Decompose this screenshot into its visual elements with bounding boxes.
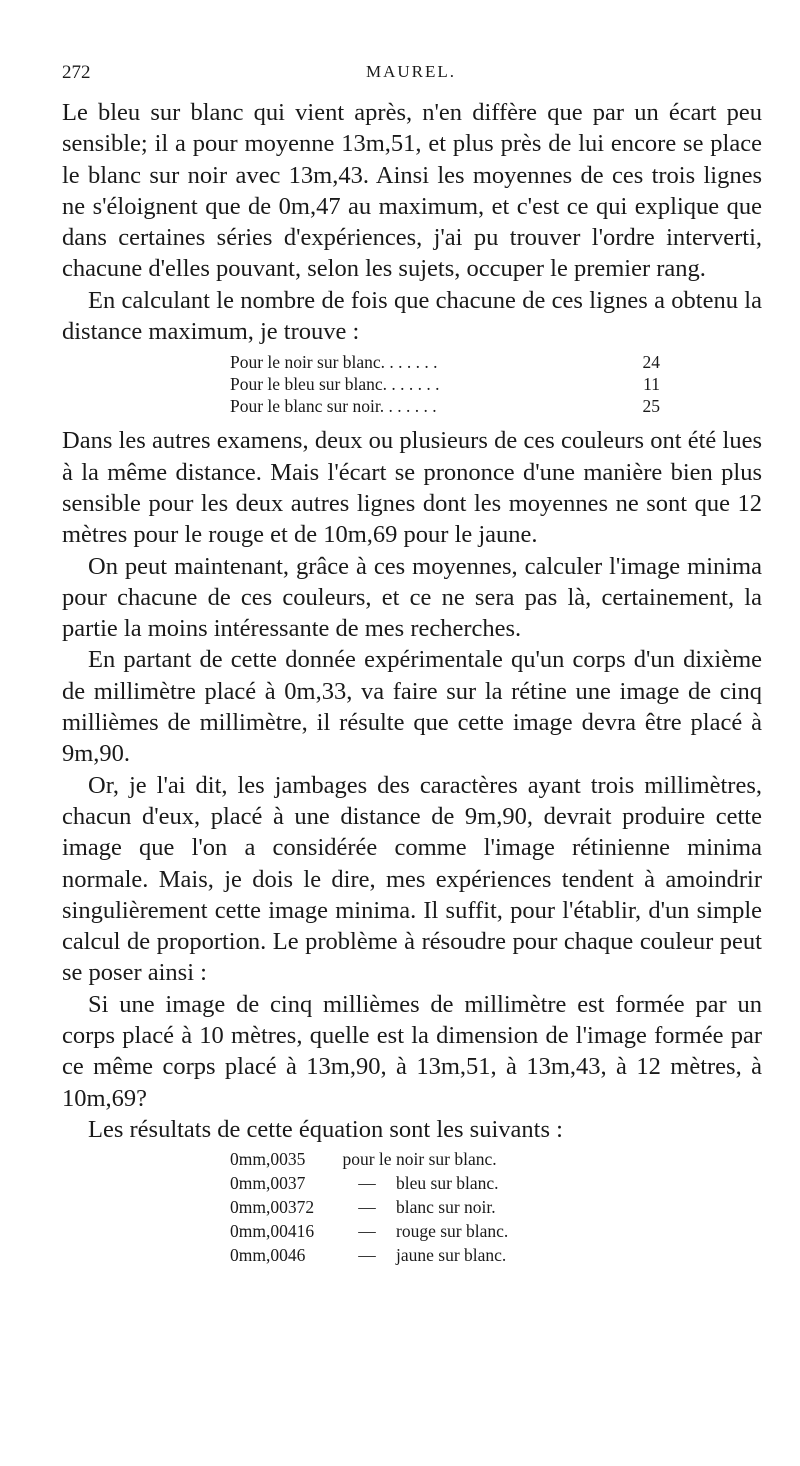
paragraph-7: Si une image de cinq millièmes de millimètre est formée par un corps placé à 10 mètres, quelle est la dimension de l'image formée par ce même corps placé à 13m,90, à 13m,51, à 13m,43, à 12 mètres, à 10m,69? [62,990,762,1112]
list-item-label: Pour le blanc sur noir. . . . . . . [230,396,437,417]
list-item [230,395,660,417]
result-value: 0mm,00372 [230,1197,315,1218]
paragraph-5: En partant de cette donnée expérimentale qu'un corps d'un dixième de millimètre placé à 0m,33, va faire sur la rétine une image de cinq millièmes de millimètre, il résulte que cette image devra être placé à 9m,90. [62,646,762,768]
list-item-count: 11 [643,374,660,395]
result-separator: — [358,1173,376,1194]
result-color: jaune sur blanc. [396,1245,507,1266]
paragraph-8: Les résultats de cette équation sont les suivants : [88,1115,563,1143]
result-value: 0mm,0046 [230,1245,306,1266]
result-value: 0mm,0037 [230,1173,306,1194]
result-separator: pour le [342,1149,392,1170]
result-separator: — [358,1197,376,1218]
list-item [230,351,660,373]
page-body [62,97,762,1273]
paragraph-1: Le bleu sur blanc qui vient après, n'en diffère que par un écart peu sensible; il a pour moyenne 13m,51, et plus près de lui encore se place le blanc sur noir avec 13m,43. Ainsi les moyennes de ces trois lignes ne s'éloignent que de 0m,47 au maximum, et c'est ce qui explique que dans certaines séries d'expériences, j'ai pu trouver l'ordre interverti, chacune d'elles pouvant, selon les sujets, occuper le premier rang. [62,99,762,283]
list-item [230,373,660,395]
paragraph-2: En calculant le nombre de fois que chacune de ces lignes a obtenu la distance maximum, je trouve : [62,286,762,346]
result-value: 0mm,0035 [230,1149,306,1170]
result-separator: — [358,1245,376,1266]
table-row [230,1243,640,1267]
result-value: 0mm,00416 [230,1221,315,1242]
paragraph-6: Or, je l'ai dit, les jambages des caractères ayant trois millimètres, chacun d'eux, placé à une distance de 9m,90, devrait produire cette image que l'on a considérée comme l'image rétinienne minima normale. Mais, je dois le dire, mes expériences tendent à amoindrir singulièrement cette image minima. Il suffit, pour l'établir, d'un simple calcul de proportion. Le problème à résoudre pour chaque couleur peut se poser ainsi : [62,771,762,987]
page-number: 272 [62,62,91,83]
list-item-label: Pour le noir sur blanc. . . . . . . [230,352,438,373]
running-title: MAUREL. [365,62,457,81]
result-color: blanc sur noir. [396,1197,496,1218]
list-item-count: 25 [642,396,660,417]
result-separator: — [358,1221,376,1242]
result-color: noir sur blanc. [396,1149,497,1170]
table-row [230,1219,640,1243]
table-row [230,1147,640,1171]
result-color: bleu sur blanc. [396,1173,499,1194]
list-item-count: 24 [642,352,660,373]
table-row [230,1195,640,1219]
max-distance-list [230,351,660,417]
page-header [62,62,760,88]
paragraph-4: On peut maintenant, grâce à ces moyennes, calculer l'image minima pour chacune de ces couleurs, et ce ne sera pas là, certainement, la partie la moins intéressante de mes recherches. [62,552,762,643]
list-item-label: Pour le bleu sur blanc. . . . . . . [230,374,440,395]
table-row [230,1171,640,1195]
paragraph-3: Dans les autres examens, deux ou plusieurs de ces couleurs ont été lues à la même distance. Mais l'écart se prononce d'une manière bien plus sensible pour les deux autres lignes dont les moyennes ne sont que 12 mètres pour le rouge et de 10m,69 pour le jaune. [62,427,762,549]
result-color: rouge sur blanc. [396,1221,509,1242]
results-table [230,1147,640,1267]
